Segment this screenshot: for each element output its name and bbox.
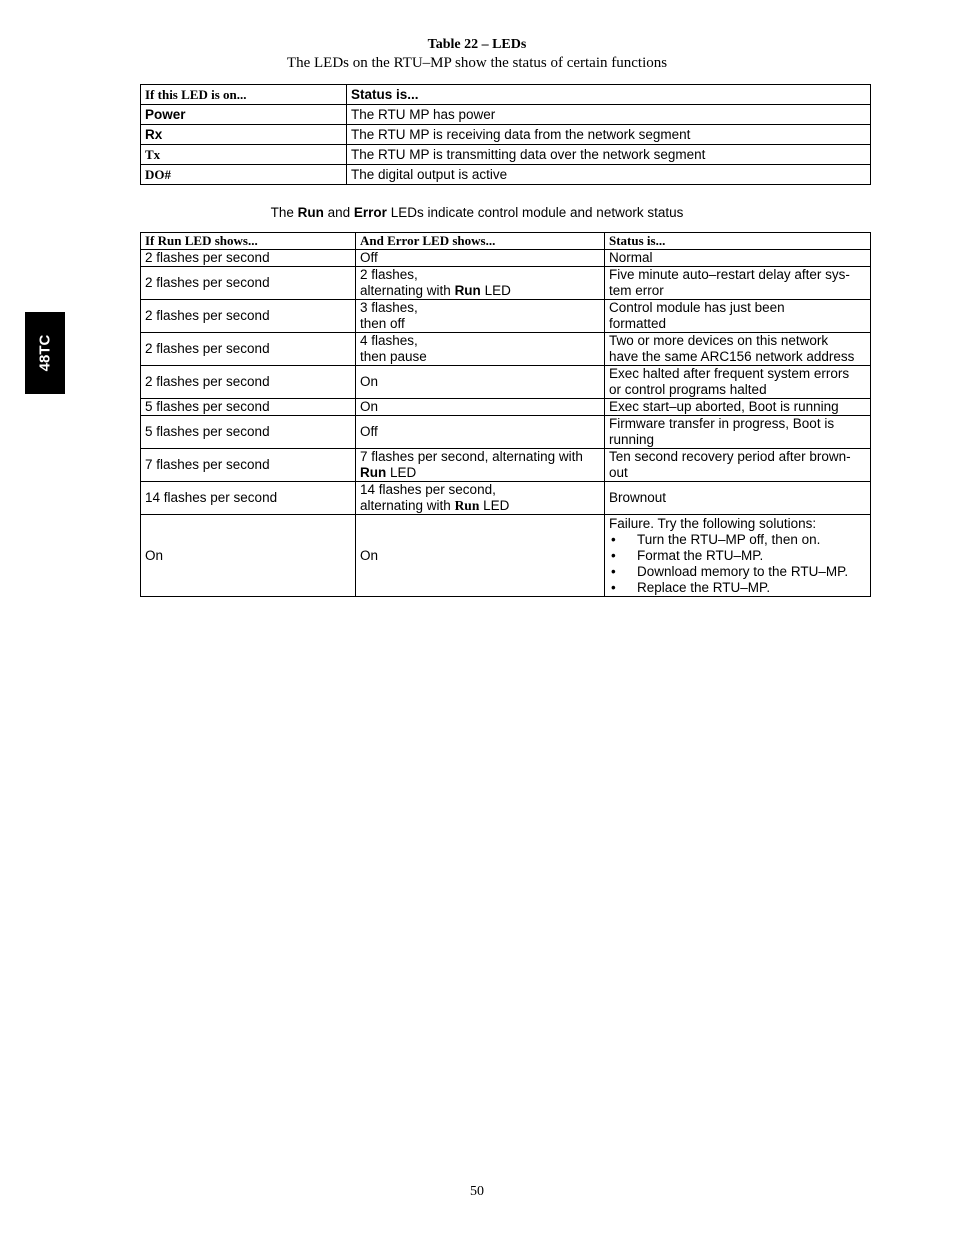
error-cell: On xyxy=(356,515,605,597)
status-line: have the same ARC156 network address xyxy=(609,349,855,364)
table-header-row xyxy=(141,85,871,105)
side-tab-label: 48TC xyxy=(36,334,54,372)
error-cell xyxy=(356,333,605,366)
error-run-word: Run xyxy=(454,498,480,513)
status-cell: Exec start–up aborted, Boot is running xyxy=(605,399,871,416)
status-line: Five minute auto–restart delay after sys- xyxy=(609,267,850,282)
error-line xyxy=(360,498,600,514)
status-cell xyxy=(605,267,871,300)
table-row xyxy=(141,449,871,482)
run-cell: 5 flashes per second xyxy=(141,416,356,449)
run-cell: 5 flashes per second xyxy=(141,399,356,416)
table-subtitle: The LEDs on the RTU–MP show the status of certain functions xyxy=(286,55,668,71)
led-status: The RTU MP is transmitting data over the network segment xyxy=(347,145,871,165)
run-cell: 2 flashes per second xyxy=(141,333,356,366)
status-cell xyxy=(605,333,871,366)
status-line: Exec halted after frequent system errors xyxy=(609,366,850,381)
table-header-row xyxy=(141,233,871,250)
led-name: Power xyxy=(141,105,347,125)
status-line: tem error xyxy=(609,283,664,298)
led-status: The RTU MP has power xyxy=(347,105,871,125)
solution-item: • Format the RTU–MP. xyxy=(609,548,866,564)
status-cell: Brownout xyxy=(605,482,871,515)
error-run-word: Run xyxy=(454,283,481,298)
error-cell: Off xyxy=(356,416,605,449)
side-tab xyxy=(25,312,65,394)
error-cell: Off xyxy=(356,250,605,267)
header-status: Status is... xyxy=(347,85,871,105)
header-led: If this LED is on... xyxy=(141,85,347,105)
table-row xyxy=(141,105,871,125)
table-row xyxy=(141,300,871,333)
status-line: Control module has just been xyxy=(609,300,785,315)
run-cell: 2 flashes per second xyxy=(141,267,356,300)
led-status: The digital output is active xyxy=(347,165,871,185)
page-number: 50 xyxy=(470,1184,484,1199)
header-status: Status is... xyxy=(605,233,871,250)
caption-run: Run xyxy=(297,205,324,220)
table-row xyxy=(141,333,871,366)
table-row xyxy=(141,125,871,145)
error-cell: On xyxy=(356,366,605,399)
status-line: Firmware transfer in progress, Boot is xyxy=(609,416,835,431)
error-cell: On xyxy=(356,399,605,416)
error-text: alternating with xyxy=(360,498,455,513)
solution-item: • Download memory to the RTU–MP. xyxy=(609,564,866,580)
status-line: formatted xyxy=(609,316,667,331)
error-cell xyxy=(356,482,605,515)
solution-list xyxy=(609,532,866,596)
error-cell xyxy=(356,300,605,333)
status-line: Two or more devices on this network xyxy=(609,333,829,348)
table-row xyxy=(141,145,871,165)
status-table-caption xyxy=(0,205,954,220)
caption-text: The xyxy=(270,205,298,220)
status-line: out xyxy=(609,465,628,480)
status-cell xyxy=(605,366,871,399)
led-name: Tx xyxy=(141,145,347,165)
caption-text: and xyxy=(323,205,354,220)
table-row xyxy=(141,165,871,185)
error-cell xyxy=(356,267,605,300)
status-cell xyxy=(605,515,871,597)
run-cell: 2 flashes per second xyxy=(141,366,356,399)
led-function-table xyxy=(140,84,871,185)
caption-text: LEDs indicate control module and network status xyxy=(386,205,684,220)
error-run-word: Run xyxy=(360,465,387,480)
error-text: LED xyxy=(386,465,417,480)
header-run: If Run LED shows... xyxy=(141,233,356,250)
error-text: LED xyxy=(480,283,511,298)
table-row xyxy=(141,399,871,416)
led-name: DO# xyxy=(141,165,347,185)
error-line: 4 flashes, xyxy=(360,333,418,348)
error-line: 3 flashes, xyxy=(360,300,418,315)
table-row xyxy=(141,416,871,449)
status-cell xyxy=(605,300,871,333)
table-row xyxy=(141,366,871,399)
run-cell: 7 flashes per second xyxy=(141,449,356,482)
error-line: 14 flashes per second, xyxy=(360,482,496,497)
error-line: 7 flashes per second, alternating with xyxy=(360,449,583,464)
error-line: then off xyxy=(360,316,405,331)
error-line: 2 flashes, xyxy=(360,267,418,282)
caption-error: Error xyxy=(353,205,387,220)
error-text: LED xyxy=(479,498,510,513)
error-text: alternating with xyxy=(360,283,455,298)
table-row xyxy=(141,515,871,597)
table-row xyxy=(141,250,871,267)
table-row xyxy=(141,482,871,515)
solution-item: • Replace the RTU–MP. xyxy=(609,580,866,596)
led-status: The RTU MP is receiving data from the network segment xyxy=(347,125,871,145)
led-name: Rx xyxy=(141,125,347,145)
table-title: Table 22 – LEDs xyxy=(427,37,527,52)
run-cell: 2 flashes per second xyxy=(141,300,356,333)
run-cell: On xyxy=(141,515,356,597)
error-line xyxy=(360,465,600,481)
status-line: Ten second recovery period after brown- xyxy=(609,449,851,464)
status-line: running xyxy=(609,432,655,447)
status-cell: Normal xyxy=(605,250,871,267)
error-line: then pause xyxy=(360,349,427,364)
header-error: And Error LED shows... xyxy=(356,233,605,250)
error-cell xyxy=(356,449,605,482)
solution-item: • Turn the RTU–MP off, then on. xyxy=(609,532,866,548)
run-cell: 14 flashes per second xyxy=(141,482,356,515)
status-cell xyxy=(605,416,871,449)
status-line: Failure. Try the following solutions: xyxy=(609,515,817,531)
status-line: or control programs halted xyxy=(609,382,767,397)
run-cell: 2 flashes per second xyxy=(141,250,356,267)
error-line xyxy=(360,283,600,299)
status-cell xyxy=(605,449,871,482)
table-row xyxy=(141,267,871,300)
run-error-status-table xyxy=(140,232,871,597)
